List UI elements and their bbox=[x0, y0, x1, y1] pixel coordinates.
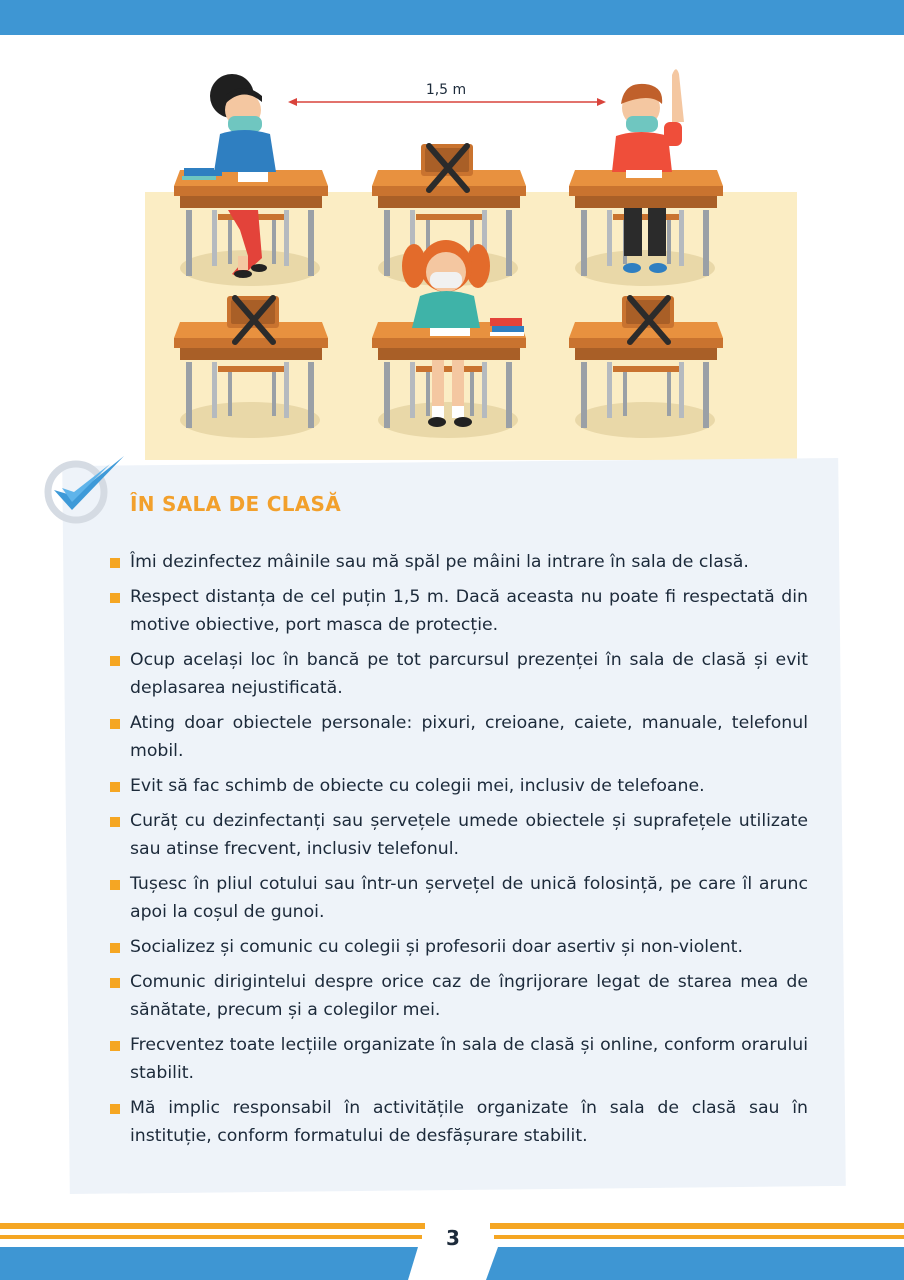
list-item: Ocup același loc în bancă pe tot parcursul prezenței în sala de clasă și evit deplasarea nejustificată. bbox=[108, 646, 808, 702]
list-item: Evit să fac schimb de obiecte cu colegii mei, inclusiv de telefoane. bbox=[108, 772, 808, 800]
square-bullet-icon bbox=[110, 719, 120, 729]
book-icon bbox=[490, 332, 524, 336]
list-item: Curăț cu dezinfectanți sau șervețele umede obiectele și suprafețele utilizate sau atinse frecvent, inclusiv telefonul. bbox=[108, 807, 808, 863]
list-item: Îmi dezinfectez mâinile sau mă spăl pe mâini la intrare în sala de clasă. bbox=[108, 548, 808, 576]
classroom-illustration bbox=[0, 60, 904, 470]
list-item: Comunic dirigintelui despre orice caz de îngrijorare legat de starea mea de sănătate, precum și a colegilor mei. bbox=[108, 968, 808, 1024]
top-band bbox=[0, 0, 904, 35]
square-bullet-icon bbox=[110, 593, 120, 603]
square-bullet-icon bbox=[110, 1041, 120, 1051]
section-title: ÎN SALA DE CLASĂ bbox=[130, 492, 342, 516]
list-item: Frecventez toate lecțiile organizate în sala de clasă și online, conform orarului stabilit. bbox=[108, 1031, 808, 1087]
list-item: Ating doar obiectele personale: pixuri, creioane, caiete, manuale, telefonul mobil. bbox=[108, 709, 808, 765]
square-bullet-icon bbox=[110, 943, 120, 953]
square-bullet-icon bbox=[110, 817, 120, 827]
book-icon bbox=[490, 318, 522, 326]
square-bullet-icon bbox=[110, 782, 120, 792]
list-item: Mă implic responsabil în activitățile organizate în sala de clasă sau în instituție, conform formatului de desfășurare stabilit. bbox=[108, 1094, 808, 1150]
square-bullet-icon bbox=[110, 656, 120, 666]
rules-list bbox=[108, 548, 808, 1157]
list-item: Socializez și comunic cu colegii și profesorii doar asertiv și non-violent. bbox=[108, 933, 808, 961]
square-bullet-icon bbox=[110, 880, 120, 890]
square-bullet-icon bbox=[110, 978, 120, 988]
book-icon bbox=[182, 176, 216, 180]
book-icon bbox=[184, 168, 214, 176]
distance-label: 1,5 m bbox=[425, 82, 467, 98]
list-item: Tușesc în pliul cotului sau într-un șervețel de unică folosință, pe care îl arunc apoi la coșul de gunoi. bbox=[108, 870, 808, 926]
square-bullet-icon bbox=[110, 1104, 120, 1114]
distance-indicator bbox=[288, 98, 606, 106]
list-item: Respect distanța de cel puțin 1,5 m. Dacă aceasta nu poate fi respectată din motive obiective, port masca de protecție. bbox=[108, 583, 808, 639]
square-bullet-icon bbox=[110, 558, 120, 568]
page-number: 3 bbox=[446, 1226, 460, 1250]
book-icon bbox=[492, 326, 524, 332]
checkmark-icon bbox=[40, 452, 130, 532]
